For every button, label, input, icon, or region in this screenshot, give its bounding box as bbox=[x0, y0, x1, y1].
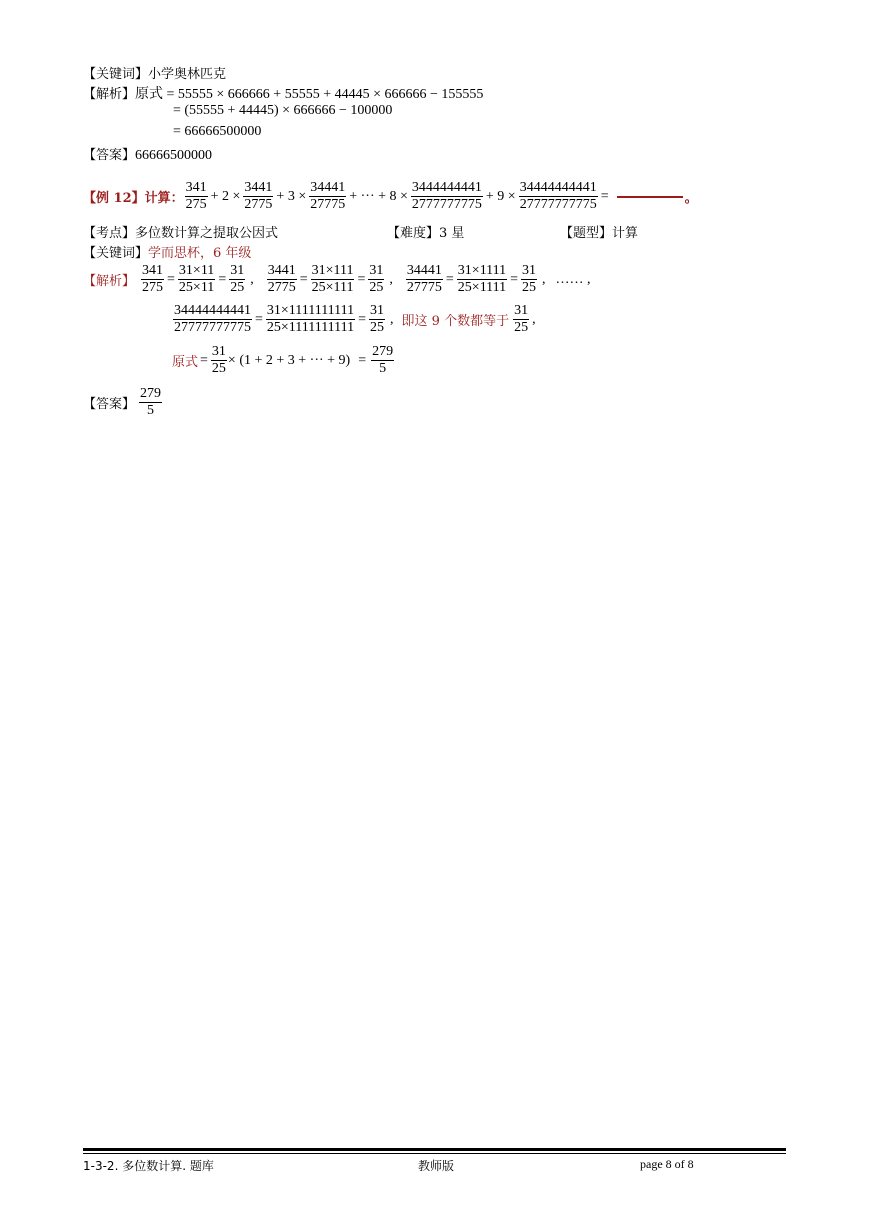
equals-sign: = bbox=[299, 271, 308, 287]
equals-sign: = bbox=[445, 271, 454, 287]
footer-rule-thick bbox=[83, 1148, 786, 1151]
operator: + 2 × bbox=[210, 188, 241, 204]
answer-line-2 bbox=[83, 386, 163, 419]
analysis-expr-3: = 66666500000 bbox=[173, 124, 262, 139]
equals-sign: = bbox=[218, 271, 227, 287]
equals-sign: = bbox=[358, 311, 367, 327]
fraction: $\frac{34441}{27775}$ bbox=[406, 263, 442, 295]
difficulty-value: 3 星 bbox=[439, 226, 465, 241]
comma: , bbox=[542, 271, 546, 287]
solution-label: 【解析】 bbox=[83, 274, 136, 289]
difficulty-line bbox=[387, 222, 464, 241]
comma: , bbox=[250, 271, 254, 287]
fraction: $\frac{31}{25}$ bbox=[211, 344, 226, 376]
fraction: $\frac{31\times 11}{25\times 11}$ bbox=[178, 263, 215, 295]
equals-sign: = bbox=[167, 271, 175, 287]
fraction: $\frac{34444444441}{27777777775}$ bbox=[174, 303, 251, 335]
comma: , bbox=[389, 271, 393, 287]
footer-page-number: page 8 of 8 bbox=[640, 1157, 694, 1171]
type-line bbox=[560, 222, 638, 241]
fraction: $\frac{3441}{2775}$ bbox=[267, 263, 296, 295]
fraction: $\frac{31\times 1111}{25\times 1111}$ bbox=[457, 263, 507, 295]
fraction: $\frac{34441}{27775}$ bbox=[310, 180, 346, 212]
fraction: $\frac{3444444441}{2777777775}$ bbox=[411, 180, 482, 212]
fraction: $\frac{31\times 111}{25\times 111}$ bbox=[311, 263, 354, 295]
keyword-label: 【关键词】 bbox=[83, 67, 149, 82]
kaodian-line bbox=[83, 222, 278, 241]
ellipsis: …… , bbox=[555, 271, 591, 287]
fraction: $\frac{31}{25}$ bbox=[230, 263, 245, 295]
fraction: $\frac{31}{25}$ bbox=[370, 303, 385, 335]
equals-sign: = bbox=[357, 271, 366, 287]
fraction: $\frac{279}{5}$ bbox=[140, 386, 162, 418]
comma: , bbox=[390, 311, 394, 327]
fraction: $\frac{31}{25}$ bbox=[369, 263, 384, 295]
footer-center: 教师版 bbox=[418, 1159, 455, 1173]
solution-line-1 bbox=[83, 263, 591, 296]
fraction: $\frac{31}{25}$ bbox=[514, 303, 529, 335]
answer-blank bbox=[617, 196, 683, 198]
fraction: $\frac{3441}{2775}$ bbox=[244, 180, 273, 212]
footer-rule-thin bbox=[83, 1153, 786, 1154]
analysis-line-1 bbox=[83, 83, 483, 103]
operator: + ··· + 8 × bbox=[349, 188, 408, 204]
fraction: $\frac{34444444441}{27777777775}$ bbox=[519, 180, 597, 212]
analysis-expr-1: 原式 = 55555 × 666666 + 55555 + 44445 × 666666 − 155555 bbox=[135, 87, 484, 102]
keyword-value: 学而思杯，6 年级 bbox=[148, 246, 252, 261]
keyword-line-2 bbox=[83, 242, 251, 261]
example-12 bbox=[83, 180, 698, 213]
analysis-label: 【解析】 bbox=[83, 87, 136, 102]
answer-value: 66666500000 bbox=[135, 148, 213, 163]
equals-sign: = bbox=[358, 352, 367, 368]
note-text: 即这 9 个数都等于 bbox=[401, 314, 510, 329]
type-label: 【题型】 bbox=[560, 226, 613, 241]
fraction: $\frac{31}{25}$ bbox=[522, 263, 537, 295]
type-value: 计算 bbox=[612, 226, 639, 241]
keyword-value: 小学奥林匹克 bbox=[148, 67, 227, 82]
sum-expression: × (1 + 2 + 3 + ··· + 9) bbox=[227, 352, 351, 368]
equals-sign: = bbox=[510, 271, 519, 287]
solution-line-3 bbox=[172, 344, 395, 377]
fraction: $\frac{31\times 1111111111}{25\times 1111111111}$ bbox=[266, 303, 355, 335]
operator: + 3 × bbox=[276, 188, 307, 204]
keyword-label: 【关键词】 bbox=[83, 246, 149, 261]
operator: + 9 × bbox=[485, 188, 516, 204]
fraction: $\frac{341}{275}$ bbox=[142, 263, 164, 295]
period: 。 bbox=[684, 191, 698, 206]
kaodian-label: 【考点】 bbox=[83, 226, 136, 241]
keyword-line bbox=[83, 63, 226, 82]
equals-sign: = bbox=[255, 311, 263, 327]
answer-label: 【答案】 bbox=[83, 397, 136, 412]
equals-sign: = bbox=[200, 352, 208, 368]
footer-left: 1-3-2. 多位数计算. 题库 bbox=[83, 1159, 214, 1173]
solution-line-2 bbox=[172, 303, 536, 336]
fraction: $\frac{341}{275}$ bbox=[185, 180, 207, 212]
answer-line-1 bbox=[83, 144, 212, 164]
fraction: $\frac{279}{5}$ bbox=[372, 344, 394, 376]
difficulty-label: 【难度】 bbox=[387, 226, 440, 241]
answer-label: 【答案】 bbox=[83, 148, 136, 163]
final-prefix: 原式 bbox=[172, 355, 199, 370]
equals-sign: = bbox=[600, 188, 609, 204]
comma: , bbox=[532, 311, 536, 327]
example-label: 【例 12】计算： bbox=[83, 191, 184, 206]
analysis-expr-2: = (55555 + 44445) × 666666 − 100000 bbox=[173, 103, 393, 118]
kaodian-value: 多位数计算之提取公因式 bbox=[135, 226, 279, 241]
